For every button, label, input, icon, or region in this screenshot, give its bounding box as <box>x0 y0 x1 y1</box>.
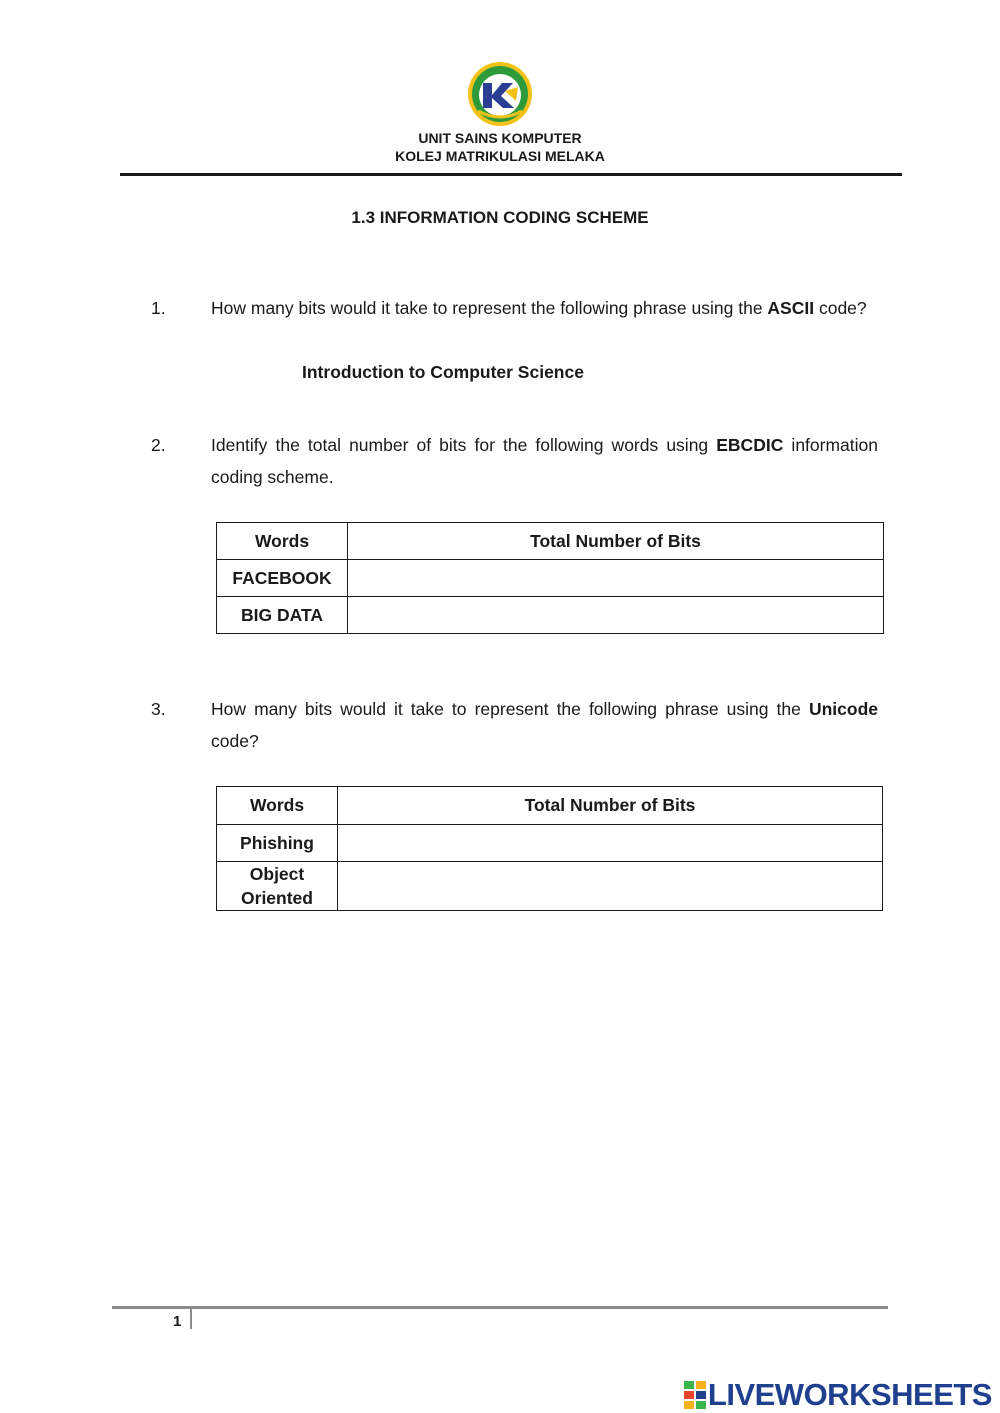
table-row <box>217 862 883 911</box>
college-logo <box>466 61 534 127</box>
question-3-keyword: Unicode <box>808 699 878 719</box>
column-header-words: Words <box>217 787 338 825</box>
word-cell: FACEBOOK <box>217 560 348 597</box>
liveworksheets-watermark <box>684 1377 992 1413</box>
question-2-keyword: EBCDIC <box>716 435 784 455</box>
header-divider <box>120 173 902 176</box>
table-header-row <box>217 523 884 560</box>
question-3-text: How many bits would it take to represent the following phrase using the Unicode code? <box>211 699 878 751</box>
word-cell: BIG DATA <box>217 597 348 634</box>
answer-cell[interactable] <box>338 862 883 911</box>
column-header-bits: Total Number of Bits <box>338 787 883 825</box>
answer-cell[interactable] <box>348 597 884 634</box>
ebcdic-table <box>216 522 884 634</box>
question-3-number: 3. <box>151 699 166 719</box>
unicode-table <box>216 786 883 911</box>
question-1-number: 1. <box>151 298 166 318</box>
page-title: 1.3 INFORMATION CODING SCHEME <box>351 208 649 227</box>
question-2-text: Identify the total number of bits for the following words using EBCDIC information coding scheme. <box>211 435 878 487</box>
word-cell: Phishing <box>217 825 338 862</box>
table-row <box>217 825 883 862</box>
table-header-row <box>217 787 883 825</box>
liveworksheets-brand: LIVEWORKSHEETS <box>707 1377 992 1412</box>
header-unit: UNIT SAINS KOMPUTER <box>418 130 582 146</box>
question-1-keyword: ASCII <box>767 298 815 318</box>
page-number: 1 <box>173 1313 182 1330</box>
question-1-text: How many bits would it take to represent the following phrase using the ASCII code? <box>211 298 867 318</box>
table-row <box>217 560 884 597</box>
answer-cell[interactable] <box>338 825 883 862</box>
footer-divider <box>112 1306 888 1309</box>
question-2-number: 2. <box>151 435 166 455</box>
column-header-bits: Total Number of Bits <box>348 523 884 560</box>
page-number-divider <box>190 1309 192 1329</box>
table-row <box>217 597 884 634</box>
answer-cell[interactable] <box>348 560 884 597</box>
word-cell: Object Oriented <box>217 862 338 911</box>
header-college: KOLEJ MATRIKULASI MELAKA <box>395 148 605 164</box>
question-1-phrase: Introduction to Computer Science <box>302 362 584 382</box>
liveworksheets-logo-icon <box>684 1381 706 1409</box>
column-header-words: Words <box>217 523 348 560</box>
